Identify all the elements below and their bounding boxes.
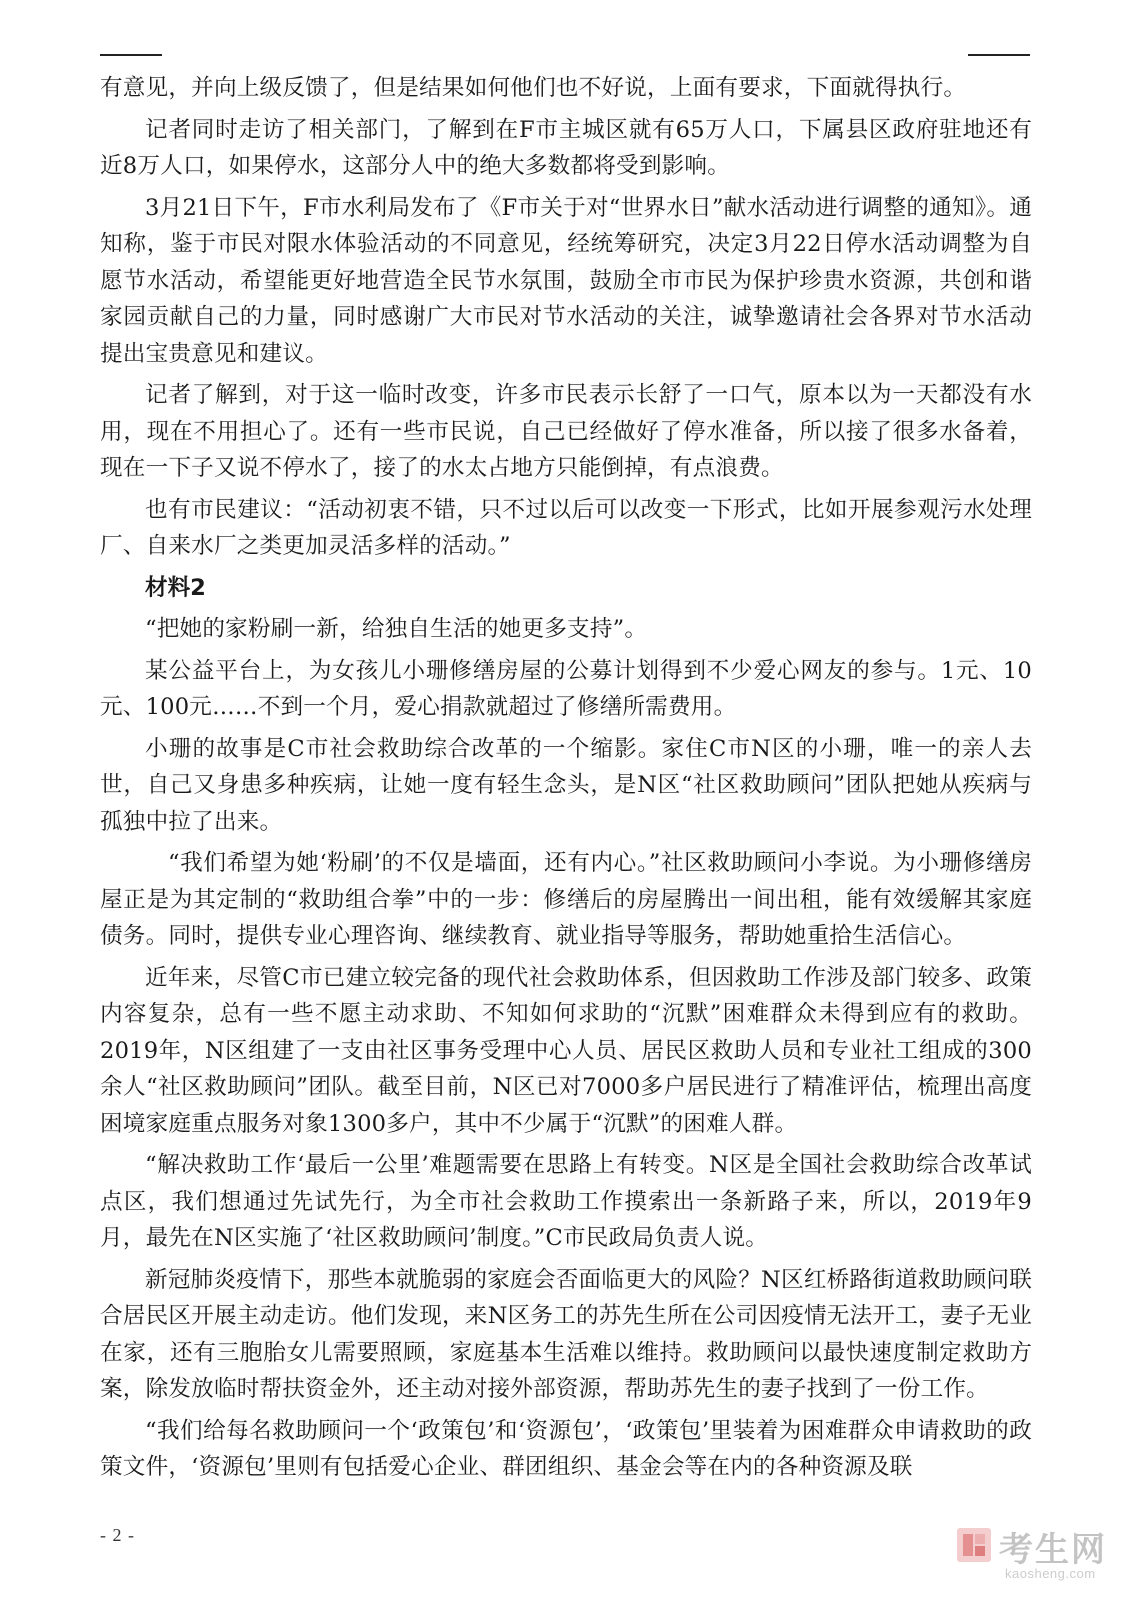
paragraph: “我们希望为她‘粉刷’的不仅是墙面，还有内心。”社区救助顾问小李说。为小珊修缮房屋正是为其定制的“救助组合拳”中的一步：修缮后的房屋腾出一间出租，能有效缓解其家庭债务。同时，提供专业心理咨询、继续教育、就业指导等服务，帮助她重拾生活信心。 <box>100 850 1032 949</box>
header-rule-right <box>968 54 1030 56</box>
paragraph: 有意见，并向上级反馈了，但是结果如何他们也不好说，上面有要求，下面就得执行。 <box>100 75 967 101</box>
header-rule-left <box>100 54 162 56</box>
paragraph: 小珊的故事是C市社会救助综合改革的一个缩影。家住C市N区的小珊，唯一的亲人去世，自己又身患多种疾病，让她一度有轻生念头，是N区“社区救助顾问”团队把她从疾病与孤独中拉了出来。 <box>100 735 1032 835</box>
paragraph: “我们给每名救助顾问一个‘政策包’和‘资源包’，‘政策包’里装着为困难群众申请救助的政策文件，‘资源包’里则有包括爱心企业、群团组织、基金会等在内的各种资源及联 <box>100 1417 1032 1480</box>
kaosheng-logo-icon <box>955 1526 993 1564</box>
paragraph: 3月21日下午，F市水利局发布了《F市关于对“世界水日”献水活动进行调整的通知》。通知称，鉴于市民对限水体验活动的不同意见，经统筹研究，决定3月22日停水活动调整为自愿节水活动，希望能更好地营造全民节水氛围，鼓励全市市民为保护珍贵水资源，共创和谐家园贡献自己的力量，同时感谢广大市民对节水活动的关注，诚挚邀请社会各界对节水活动提出宝贵意见和建议。 <box>100 194 1032 367</box>
paragraph: 也有市民建议：“活动初衷不错，只不过以后可以改变一下形式，比如开展参观污水处理厂、自来水厂之类更加灵活多样的活动。” <box>100 496 1032 559</box>
paragraph: 近年来，尽管C市已建立较完备的现代社会救助体系，但因救助工作涉及部门较多、政策内容复杂，总有一些不愿主动求助、不知如何求助的“沉默”困难群众未得到应有的救助。2019年，N区组建了一支由社区事务受理中心人员、居民区救助人员和专业社工组成的300余人“社区救助顾问”团队。截至目前，N区已对7000多户居民进行了精准评估，梳理出高度困境家庭重点服务对象1300多户，其中不少属于“沉默”的困难人群。 <box>100 964 1032 1137</box>
paragraph: “解决救助工作‘最后一公里’难题需要在思路上有转变。N区是全国社会救助综合改革试点区，我们想通过先试先行，为全市社会救助工作摸索出一条新路子来，所以，2019年9月，最先在N区实施了‘社区救助顾问’制度。”C市民政局负责人说。 <box>100 1152 1032 1251</box>
paragraph: 某公益平台上，为女孩儿小珊修缮房屋的公募计划得到不少爱心网友的参与。1元、10元、100元……不到一个月，爱心捐款就超过了修缮所需费用。 <box>100 657 1032 720</box>
watermark <box>955 1520 1125 1590</box>
watermark-name: 考生网 <box>999 1530 1107 1570</box>
paragraph: 记者了解到，对于这一临时改变，许多市民表示长舒了一口气，原本以为一天都没有水用，现在不用担心了。还有一些市民说，自己已经做好了停水准备，所以接了很多水备着，现在一下子又说不停水了，接了的水太占地方只能倒掉，有点浪费。 <box>100 382 1032 481</box>
section-heading: 材料2 <box>145 574 206 601</box>
paragraph: 新冠肺炎疫情下，那些本就脆弱的家庭会否面临更大的风险？N区红桥路街道救助顾问联合居民区开展主动走访。他们发现，来N区务工的苏先生所在公司因疫情无法开工，妻子无业在家，还有三胞胎女儿需要照顾，家庭基本生活难以维持。救助顾问以最快速度制定救助方案，除发放临时帮扶资金外，还主动对接外部资源，帮助苏先生的妻子找到了一份工作。 <box>100 1266 1032 1402</box>
paragraph: 记者同时走访了相关部门，了解到在F市主城区就有65万人口，下属县区政府驻地还有近8万人口，如果停水，这部分人中的绝大多数都将受到影响。 <box>100 116 1032 179</box>
watermark-domain: kaosheng.com <box>1005 1566 1096 1581</box>
paragraph: “把她的家粉刷一新，给独自生活的她更多支持”。 <box>145 616 648 642</box>
page-number: - 2 - <box>100 1525 135 1545</box>
document-body <box>100 70 1032 1491</box>
